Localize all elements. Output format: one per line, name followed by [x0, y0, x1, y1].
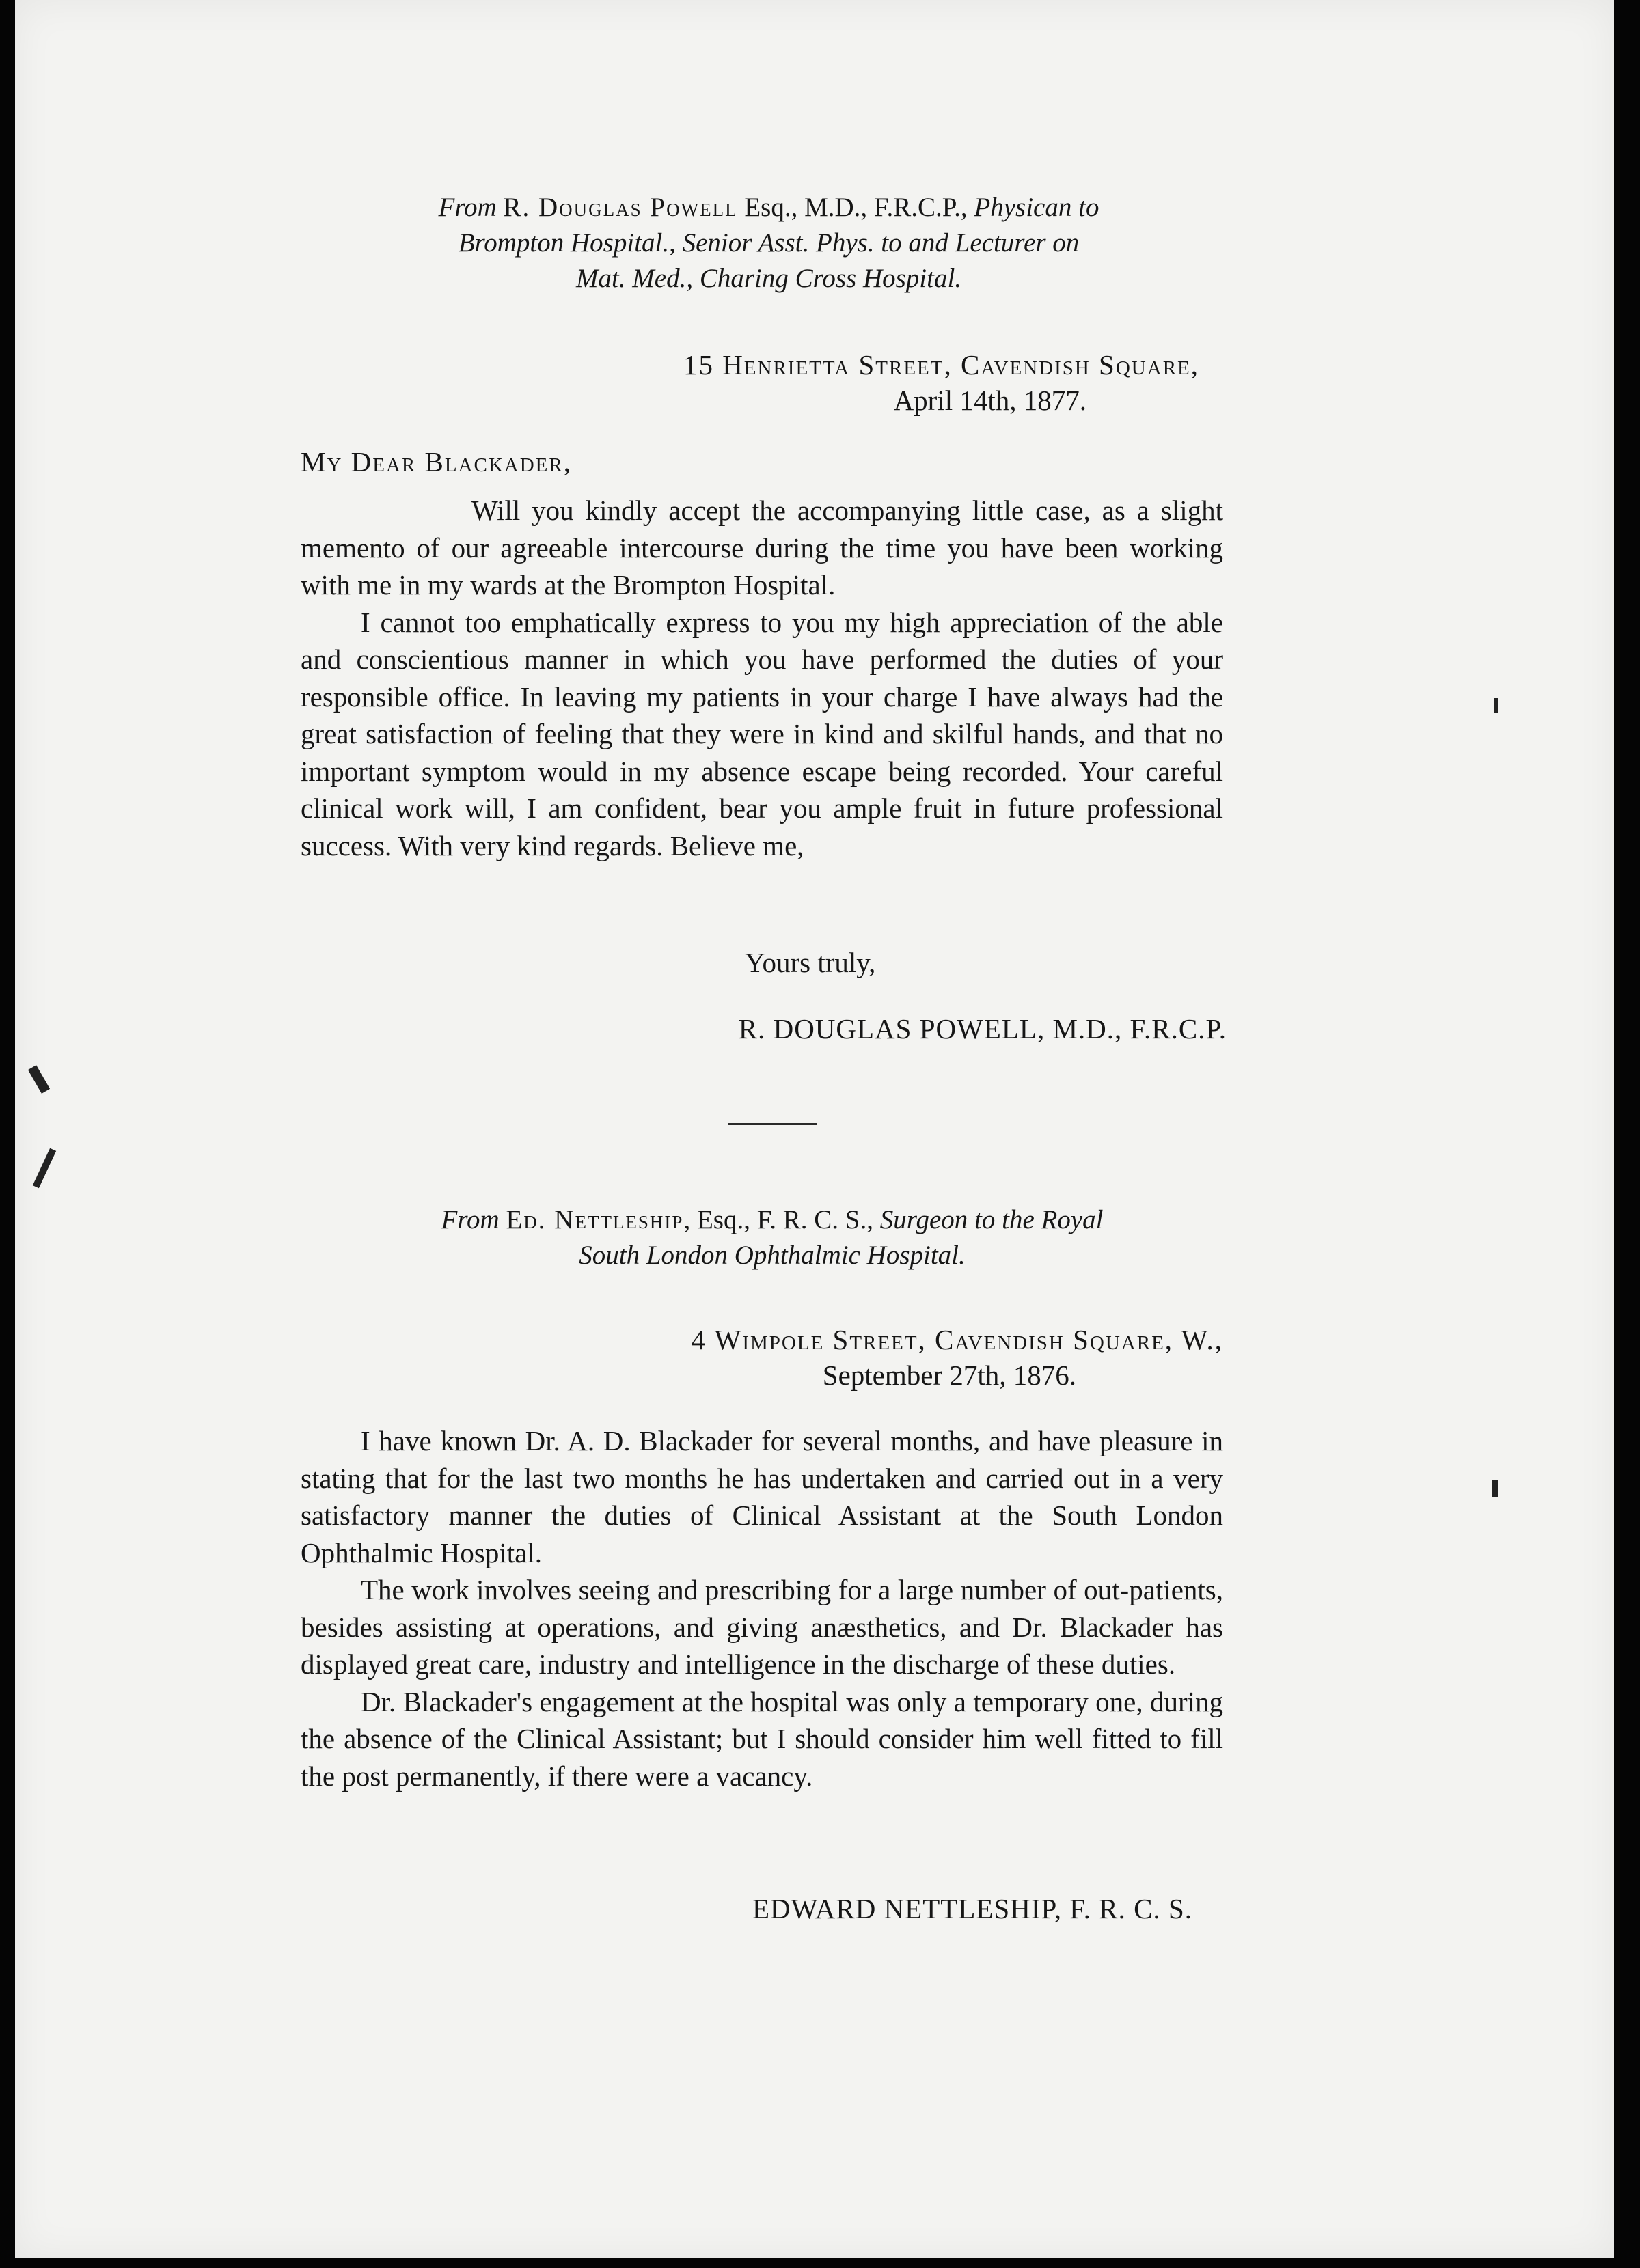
letter1-from-title-1: Physican to [974, 193, 1099, 222]
scan-edge-left [0, 0, 15, 2268]
letter1-heading [301, 190, 1237, 296]
letter2-from-title-2: South London Ophthalmic Hospital. [579, 1241, 966, 1270]
letter1-from-credentials: Esq., M.D., F.R.C.P., [737, 193, 974, 222]
scan-mark [1492, 1480, 1498, 1497]
letter1-date: April 14th, 1877. [893, 385, 1086, 416]
letter1-paragraph-1: Will you kindly accept the accompanying little case, as a slight memento of our agreeable intercourse during the time you have been working with me in my wards at the Brompton Hospital. [301, 495, 1223, 600]
letter1-signature: R. DOUGLAS POWELL, M.D., F.R.C.P. [738, 1013, 1227, 1045]
scan-edge-bottom [0, 2258, 1640, 2268]
letter1-address-block [301, 347, 1199, 418]
letter2-date: September 27th, 1876. [822, 1359, 1076, 1391]
letter2-paragraph-2: The work involves seeing and prescribing for a large number of out-patients, besides assisting at operations, and giving anæsthetics, and Dr. Blackader has displayed great care, industry and intelligence in the discharge of these duties. [301, 1574, 1223, 1680]
letter2-from-name: Ed. Nettleship [506, 1205, 684, 1234]
section-divider [728, 1123, 817, 1125]
letter2-from-label: From [441, 1205, 500, 1234]
letter1-from-label: From [438, 193, 497, 222]
letter1-salutation: My Dear Blackader, [301, 446, 572, 478]
letter1-paragraph-2: I cannot too emphatically express to you my high appreciation of the able and conscientious manner in which you have performed the duties of your responsible office. In leaving my patients in your charge I have always had the great satisfaction of feeling that they were in kind and skilful hands, and that no important symptom would in my absence escape being recorded. Your careful clinical work will, I am confident, bear you ample fruit in future professional success. With very kind regards. Believe me, [301, 606, 1223, 861]
letter1-from-title-2: Brompton Hospital., Senior Asst. Phys. to and Lecturer on [458, 228, 1080, 258]
letter2-signature: EDWARD NETTLESHIP, F. R. C. S. [752, 1893, 1192, 1924]
letter2-paragraph-1: I have known Dr. A. D. Blackader for several months, and have pleasure in stating that for the last two months he has undertaken and carried out in a very satisfactory manner the duties of Clinical Assistant at the South London Ophthalmic Hospital. [301, 1425, 1223, 1568]
letter2-heading [301, 1202, 1244, 1273]
scan-mark [1494, 698, 1498, 713]
letter2-address-block [301, 1322, 1223, 1393]
letter2-body [301, 1422, 1223, 1795]
letter2-from-credentials: , Esq., F. R. C. S., [683, 1205, 880, 1234]
letter1-body [301, 492, 1223, 864]
letter2-from-title-1: Surgeon to the Royal [879, 1205, 1104, 1234]
letter1-address: 15 Henrietta Street, Cavendish Square, [683, 349, 1199, 381]
letter2-address: 4 Wimpole Street, Cavendish Square, W., [691, 1324, 1223, 1355]
letter1-closing: Yours truly, [745, 947, 876, 978]
letter2-paragraph-3: Dr. Blackader's engagement at the hospital was only a temporary one, during the absence of the Clinical Assistant; but I should consider him well fitted to fill the post permanently, if there were a vacancy. [301, 1685, 1223, 1792]
letter1-from-title-3: Mat. Med., Charing Cross Hospital. [575, 264, 962, 293]
scan-edge-right [1614, 0, 1640, 2268]
letter1-from-name: R. Douglas Powell [503, 193, 738, 222]
